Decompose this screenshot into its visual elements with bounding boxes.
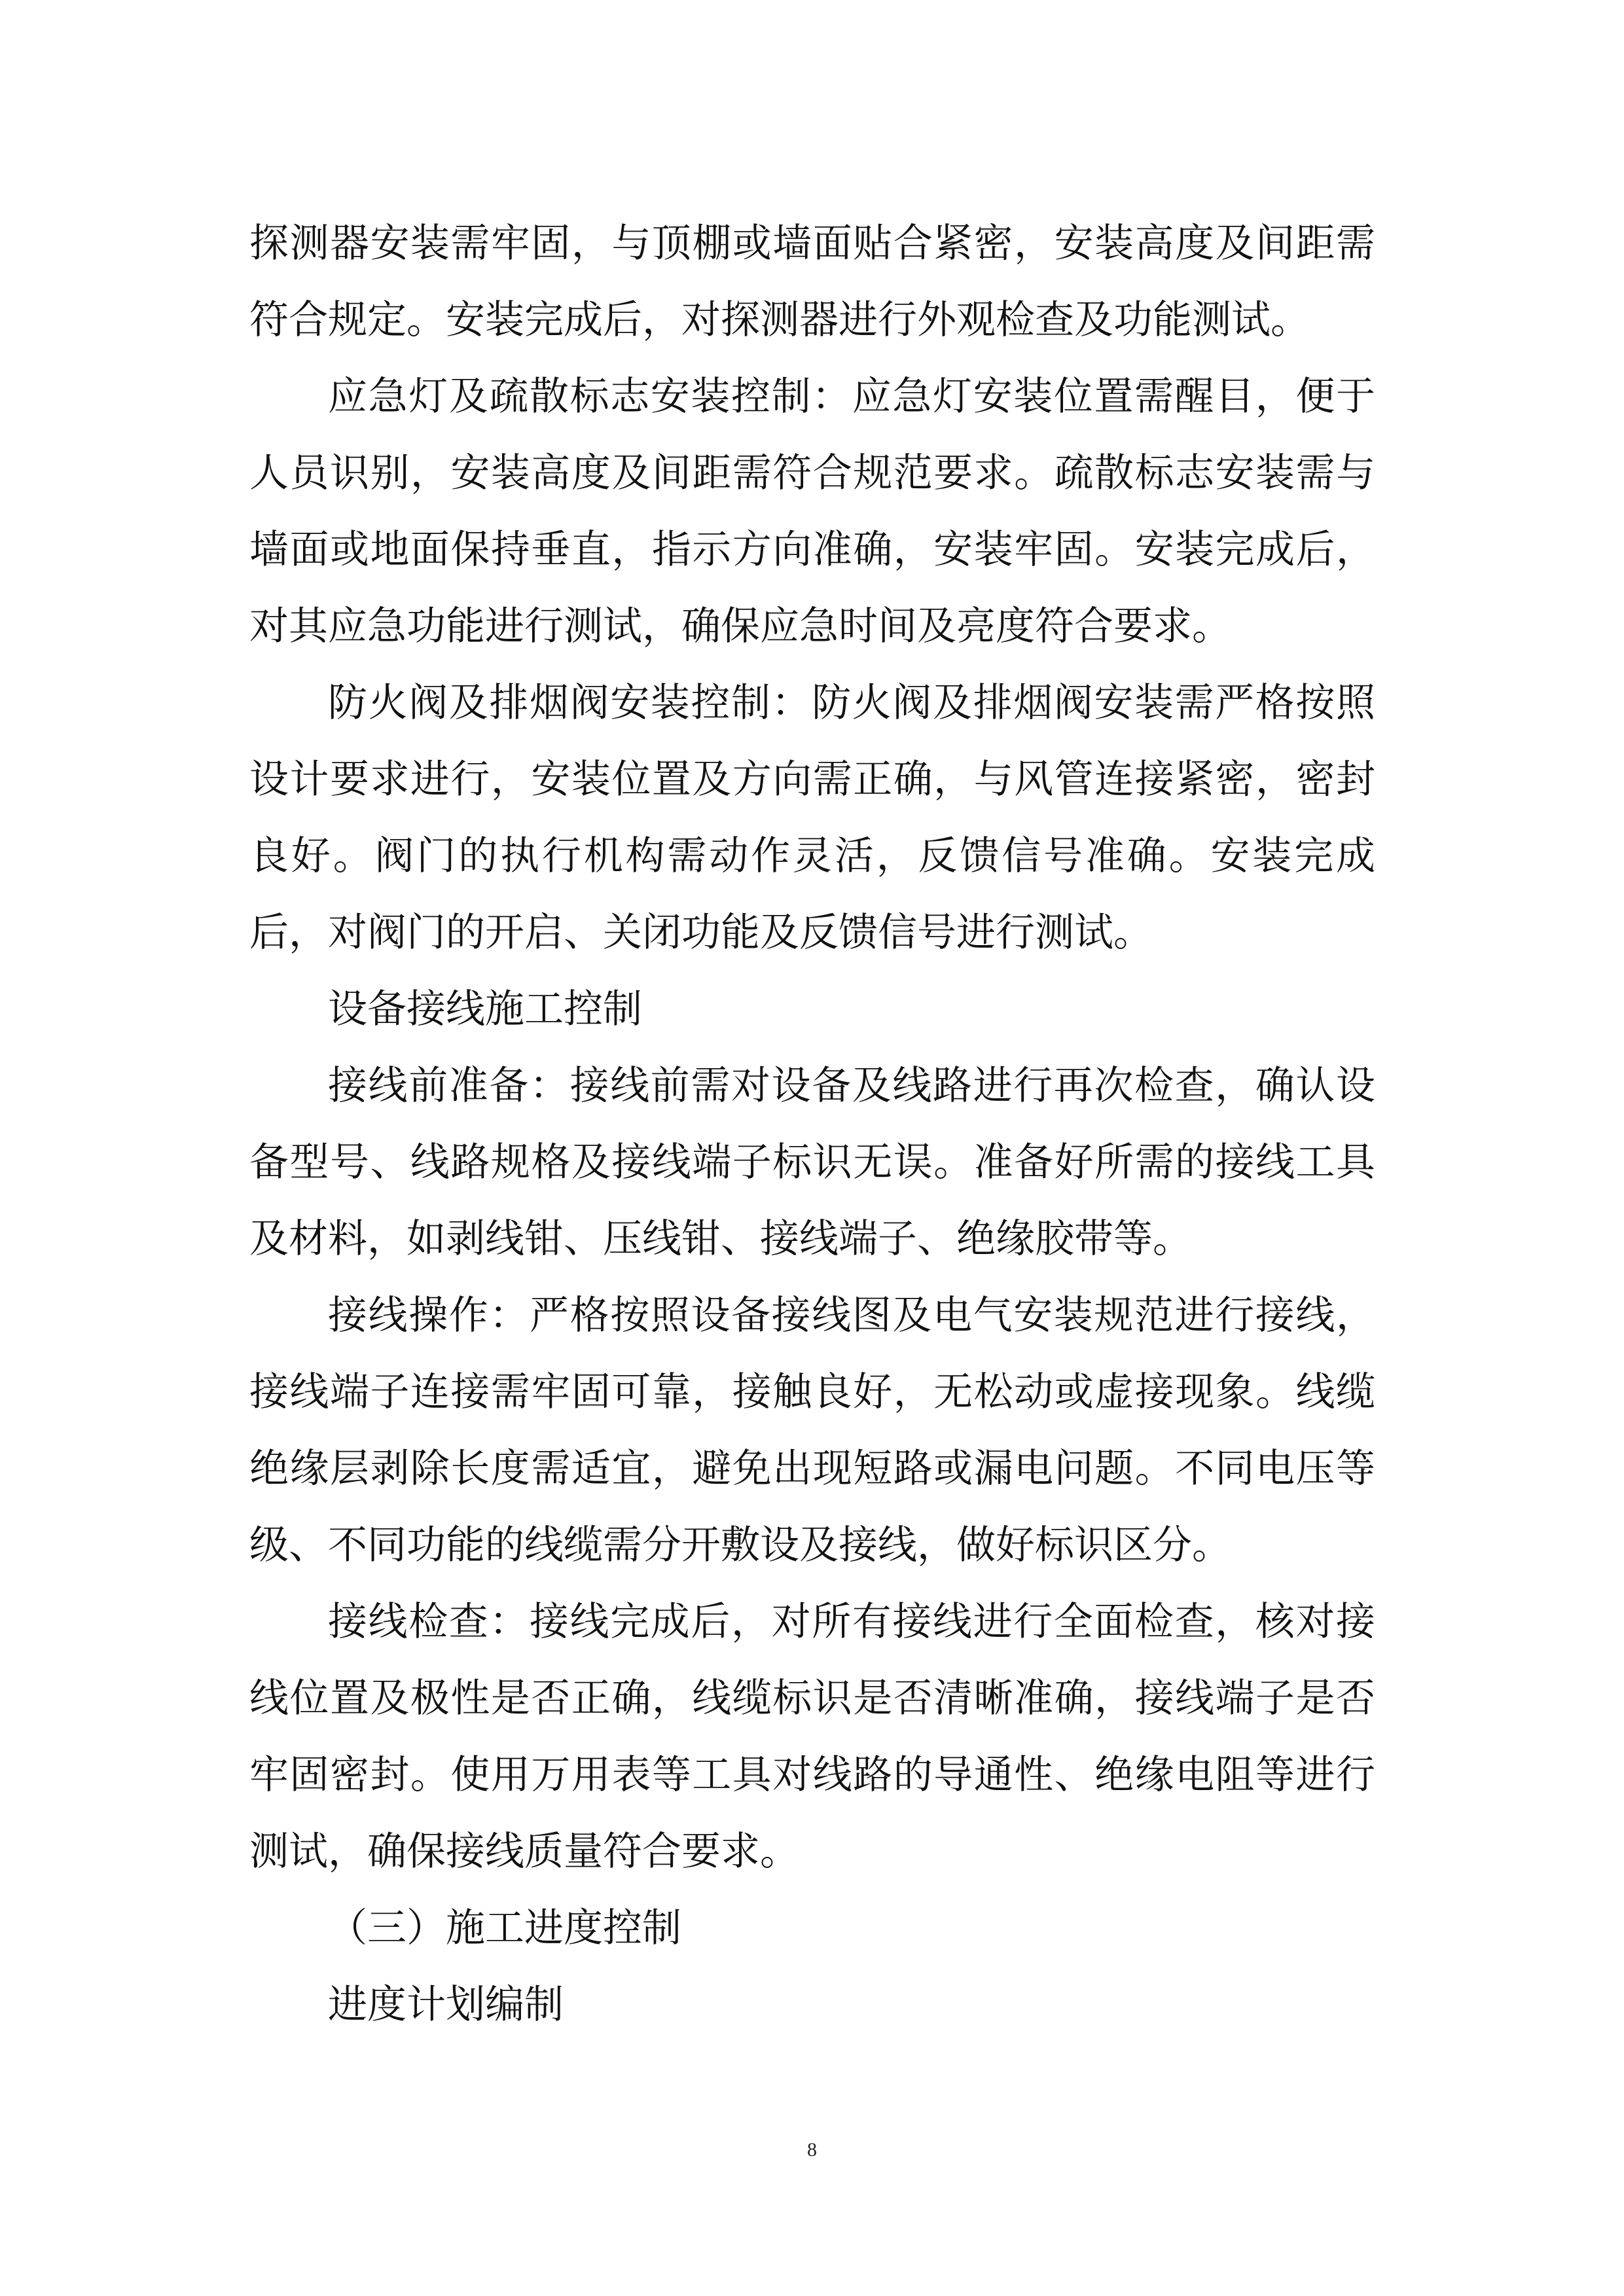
heading-schedule-planning: 进度计划编制 — [328, 1982, 564, 2028]
heading-schedule-control: （三）施工进度控制 — [328, 1905, 681, 1951]
page-number: 8 — [807, 2139, 817, 2161]
paragraph-wiring-operation: 接线操作：严格按照设备接线图及电气安装规范进行接线，接线端子连接需牢固可靠，接触良好，无松动或虚接现象。线缆绝缘层剥除长度需适宜，避免出现短路或漏电问题。不同电压等级、不同功能的线缆需分开敷设及接线，做好标识区分。 — [249, 1293, 1375, 1568]
paragraph-wiring-preparation: 接线前准备：接线前需对设备及线路进行再次检查，确认设备型号、线路规格及接线端子标识无误。准备好所需的接线工具及材料，如剥线钳、压线钳、接线端子、绝缘胶带等。 — [249, 1063, 1375, 1262]
paragraph-fire-damper-control: 防火阀及排烟阀安装控制：防火阀及排烟阀安装需严格按照设计要求进行，安装位置及方向需正确，与风管连接紧密，密封良好。阀门的执行机构需动作灵活，反馈信号准确。安装完成后，对阀门的开启、关闭功能及反馈信号进行测试。 — [249, 680, 1375, 956]
heading-wiring-construction-control: 设备接线施工控制 — [328, 986, 642, 1032]
paragraph-emergency-light-control: 应急灯及疏散标志安装控制：应急灯安装位置需醒目，便于人员识别，安装高度及间距需符合规范要求。疏散标志安装需与墙面或地面保持垂直，指示方向准确，安装牢固。安装完成后，对其应急功能进行测试，确保应急时间及亮度符合要求。 — [249, 374, 1375, 649]
paragraph-wiring-inspection: 接线检查：接线完成后，对所有接线进行全面检查，核对接线位置及极性是否正确，线缆标识是否清晰准确，接线端子是否牢固密封。使用万用表等工具对线路的导通性、绝缘电阻等进行测试，确保接线质量符合要求。 — [249, 1599, 1375, 1874]
document-body — [249, 206, 1375, 2043]
paragraph-detector-installation: 探测器安装需牢固，与顶棚或墙面贴合紧密，安装高度及间距需符合规定。安装完成后，对探测器进行外观检查及功能测试。 — [249, 221, 1375, 343]
